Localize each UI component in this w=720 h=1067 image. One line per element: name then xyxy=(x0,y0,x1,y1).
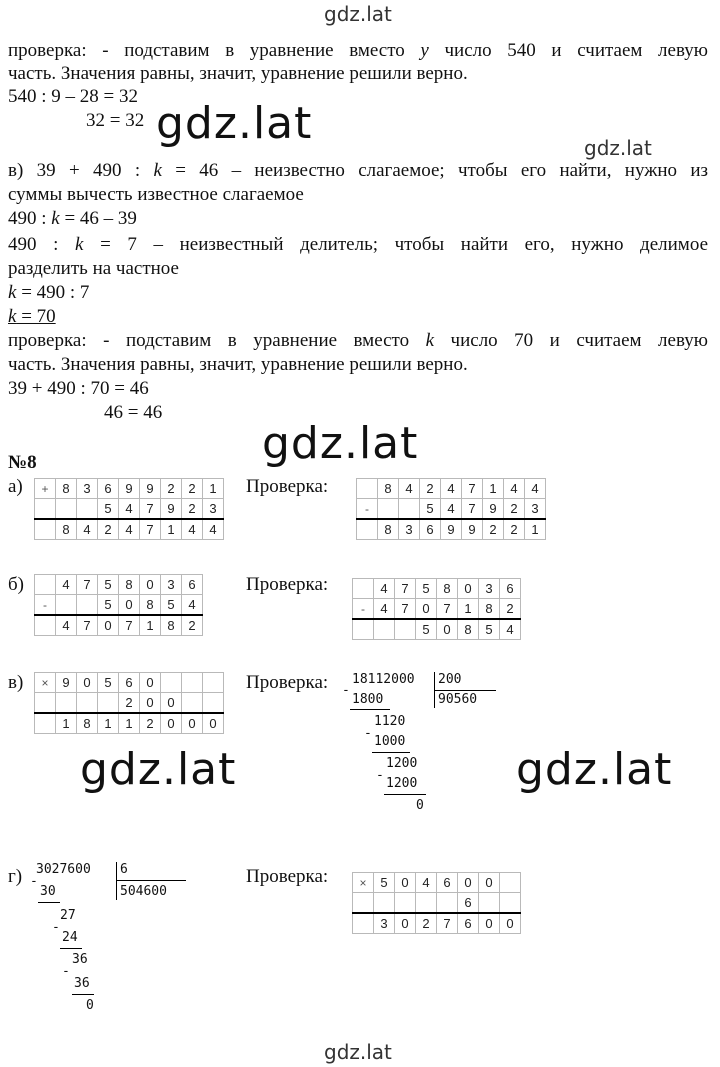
operator-cell xyxy=(357,519,378,540)
digit-cell: 7 xyxy=(140,499,161,520)
digit-cell xyxy=(56,595,77,616)
digit-cell xyxy=(479,893,500,914)
digit-cell: 5 xyxy=(416,619,437,640)
digit-cell: 2 xyxy=(182,499,203,520)
digit-cell: 4 xyxy=(56,575,77,595)
digit-cell xyxy=(56,693,77,714)
grid-row xyxy=(353,913,521,934)
digit-cell: 2 xyxy=(416,913,437,934)
digit-cell xyxy=(203,693,224,714)
watermark-big-1: gdz.lat xyxy=(156,98,313,149)
operator-cell: + xyxy=(35,479,56,499)
digit-cell: 0 xyxy=(161,693,182,714)
digit-cell: 4 xyxy=(441,479,462,499)
grid-row xyxy=(35,575,203,595)
digit-cell: 9 xyxy=(56,673,77,693)
answer-line: k = 70 xyxy=(8,306,56,327)
digit-cell: 9 xyxy=(119,479,140,499)
text-line: часть. Значения равны, значит, уравнение решили верно. xyxy=(8,354,468,375)
digit-cell: 3 xyxy=(161,575,182,595)
minus-sign: - xyxy=(376,768,384,783)
digit-cell xyxy=(374,893,395,914)
digit-cell: 0 xyxy=(140,575,161,595)
operator-cell: - xyxy=(35,595,56,616)
grid-a-addition xyxy=(34,478,224,540)
divisor: 200 xyxy=(438,672,462,687)
digit-cell xyxy=(56,499,77,520)
minus-sign: - xyxy=(62,964,70,979)
digit-cell: 8 xyxy=(119,575,140,595)
minus-sign: - xyxy=(364,726,372,741)
digit-cell: 0 xyxy=(182,713,203,734)
digit-cell: 6 xyxy=(458,913,479,934)
digit-cell: 7 xyxy=(77,575,98,595)
grid-row xyxy=(353,579,521,599)
check-label: Проверка: xyxy=(246,866,329,887)
equation-line: 490 : k = 46 – 39 xyxy=(8,208,137,229)
operator-cell xyxy=(35,499,56,520)
digit-cell: 6 xyxy=(98,479,119,499)
digit-cell: 4 xyxy=(374,599,395,620)
digit-cell: 1 xyxy=(140,615,161,636)
watermark-big-2: gdz.lat xyxy=(262,418,419,469)
digit-cell: 5 xyxy=(161,595,182,616)
grid-row xyxy=(35,713,224,734)
digit-cell: 1 xyxy=(119,713,140,734)
operator-cell xyxy=(353,913,374,934)
digit-cell xyxy=(437,893,458,914)
grid-row xyxy=(35,499,224,520)
text-line: 490 : k = 7 – неизвестный делитель; чтобы найти его, нужно делимое xyxy=(8,234,708,255)
division-remainder: 0 xyxy=(416,798,424,813)
grid-row xyxy=(35,693,224,714)
equation-line: 540 : 9 – 28 = 32 xyxy=(8,86,138,107)
digit-cell: 8 xyxy=(77,713,98,734)
digit-cell: 3 xyxy=(203,499,224,520)
grid-row xyxy=(353,873,521,893)
grid-row xyxy=(357,519,546,540)
digit-cell xyxy=(203,673,224,693)
division-step: 24 xyxy=(62,930,78,945)
digit-cell: 3 xyxy=(399,519,420,540)
digit-cell: 8 xyxy=(161,615,182,636)
digit-cell: 0 xyxy=(458,873,479,893)
operator-cell xyxy=(357,479,378,499)
digit-cell xyxy=(500,873,521,893)
digit-cell: 1 xyxy=(56,713,77,734)
text-line: разделить на частное xyxy=(8,258,179,279)
grid-row xyxy=(35,519,224,540)
digit-cell: 8 xyxy=(437,579,458,599)
digit-cell: 8 xyxy=(56,479,77,499)
digit-cell: 2 xyxy=(119,693,140,714)
digit-cell xyxy=(77,595,98,616)
dividend: 3027600 xyxy=(36,862,91,877)
operator-cell: - xyxy=(353,599,374,620)
watermark-right: gdz.lat xyxy=(584,136,652,160)
digit-cell: 4 xyxy=(504,479,525,499)
digit-cell: 4 xyxy=(182,595,203,616)
operator-cell xyxy=(35,693,56,714)
equation-line: 39 + 490 : 70 = 46 xyxy=(8,378,149,399)
digit-cell: 7 xyxy=(462,499,483,520)
digit-cell: 0 xyxy=(395,913,416,934)
operator-cell: × xyxy=(35,673,56,693)
digit-cell: 2 xyxy=(504,519,525,540)
digit-cell xyxy=(395,893,416,914)
division-step: 1200 xyxy=(386,756,418,771)
digit-cell: 8 xyxy=(378,519,399,540)
digit-cell: 4 xyxy=(525,479,546,499)
operator-cell: - xyxy=(357,499,378,520)
digit-cell: 2 xyxy=(140,713,161,734)
equation-line: 32 = 32 xyxy=(86,110,145,131)
digit-cell: 0 xyxy=(161,713,182,734)
digit-cell: 0 xyxy=(77,673,98,693)
grid-row xyxy=(357,479,546,499)
division-step: 1800 xyxy=(352,692,384,707)
digit-cell: 0 xyxy=(479,873,500,893)
watermark-top: gdz.lat xyxy=(324,2,392,26)
digit-cell: 5 xyxy=(98,673,119,693)
operator-cell xyxy=(35,615,56,636)
digit-cell: 8 xyxy=(378,479,399,499)
digit-cell: 7 xyxy=(395,579,416,599)
digit-cell: 8 xyxy=(458,619,479,640)
operator-cell xyxy=(35,713,56,734)
digit-cell xyxy=(395,619,416,640)
digit-cell xyxy=(77,693,98,714)
division-step: 1000 xyxy=(374,734,406,749)
check-label: Проверка: xyxy=(246,672,329,693)
grid-row xyxy=(353,619,521,640)
digit-cell: 5 xyxy=(416,579,437,599)
digit-cell: 4 xyxy=(416,873,437,893)
digit-cell: 4 xyxy=(119,499,140,520)
digit-cell: 6 xyxy=(437,873,458,893)
digit-cell: 4 xyxy=(119,519,140,540)
digit-cell: 2 xyxy=(182,615,203,636)
digit-cell: 0 xyxy=(98,615,119,636)
item-label-g: г) xyxy=(8,866,23,887)
digit-cell: 5 xyxy=(98,595,119,616)
equation-line: 46 = 46 xyxy=(104,402,163,423)
grid-a-check xyxy=(356,478,546,540)
check-label: Проверка: xyxy=(246,476,329,497)
digit-cell: 8 xyxy=(56,519,77,540)
digit-cell: 5 xyxy=(374,873,395,893)
digit-cell: 4 xyxy=(374,579,395,599)
division-step: 30 xyxy=(40,884,56,899)
task-number: №8 xyxy=(8,452,37,473)
digit-cell: 3 xyxy=(525,499,546,520)
division-step: 27 xyxy=(60,908,76,923)
divisor: 6 xyxy=(120,862,128,877)
grid-row xyxy=(35,595,203,616)
text-line: суммы вычесть известное слагаемое xyxy=(8,184,304,205)
equation-line: k = 490 : 7 xyxy=(8,282,90,303)
digit-cell: 0 xyxy=(458,579,479,599)
grid-b-check xyxy=(352,578,521,640)
digit-cell: 4 xyxy=(399,479,420,499)
digit-cell: 1 xyxy=(483,479,504,499)
digit-cell: 7 xyxy=(437,913,458,934)
digit-cell: 7 xyxy=(395,599,416,620)
digit-cell: 0 xyxy=(395,873,416,893)
digit-cell: 5 xyxy=(479,619,500,640)
digit-cell xyxy=(161,673,182,693)
dividend: 18112000 xyxy=(352,672,415,687)
digit-cell: 8 xyxy=(479,599,500,620)
division-step: 36 xyxy=(74,976,90,991)
long-division-g xyxy=(30,862,200,1022)
watermark-big-4: gdz.lat xyxy=(516,744,673,795)
digit-cell: 6 xyxy=(119,673,140,693)
digit-cell: 3 xyxy=(479,579,500,599)
digit-cell: 9 xyxy=(161,499,182,520)
digit-cell: 1 xyxy=(458,599,479,620)
digit-cell: 2 xyxy=(420,479,441,499)
operator-cell xyxy=(353,619,374,640)
digit-cell: 5 xyxy=(98,575,119,595)
digit-cell: 0 xyxy=(416,599,437,620)
grid-row xyxy=(353,893,521,914)
grid-row xyxy=(35,479,224,499)
quotient: 504600 xyxy=(120,884,167,899)
digit-cell: 6 xyxy=(182,575,203,595)
digit-cell: 0 xyxy=(500,913,521,934)
digit-cell: 4 xyxy=(56,615,77,636)
digit-cell xyxy=(416,893,437,914)
digit-cell: 0 xyxy=(479,913,500,934)
digit-cell: 7 xyxy=(437,599,458,620)
digit-cell: 6 xyxy=(420,519,441,540)
digit-cell xyxy=(77,499,98,520)
digit-cell: 6 xyxy=(500,579,521,599)
grid-b-subtraction xyxy=(34,574,203,636)
digit-cell: 4 xyxy=(441,499,462,520)
text-line: часть. Значения равны, значит, уравнение решили верно. xyxy=(8,63,468,84)
digit-cell xyxy=(399,499,420,520)
minus-sign: - xyxy=(342,683,350,698)
digit-cell: 4 xyxy=(203,519,224,540)
digit-cell: 2 xyxy=(504,499,525,520)
digit-cell xyxy=(182,693,203,714)
digit-cell: 4 xyxy=(182,519,203,540)
text-line: проверка: - подставим в уравнение вместо y число 540 и считаем левую xyxy=(8,40,708,61)
digit-cell: 2 xyxy=(161,479,182,499)
digit-cell: 7 xyxy=(140,519,161,540)
operator-cell xyxy=(353,893,374,914)
digit-cell: 7 xyxy=(462,479,483,499)
digit-cell: 5 xyxy=(420,499,441,520)
division-step: 1200 xyxy=(386,776,418,791)
text-line: в) 39 + 490 : k = 46 – неизвестно слагаемое; чтобы его найти, нужно из xyxy=(8,160,708,181)
digit-cell: 5 xyxy=(98,499,119,520)
digit-cell: 3 xyxy=(374,913,395,934)
digit-cell: 0 xyxy=(437,619,458,640)
digit-cell: 6 xyxy=(458,893,479,914)
digit-cell: 1 xyxy=(98,713,119,734)
minus-sign: - xyxy=(30,874,38,889)
grid-g-check xyxy=(352,872,521,934)
digit-cell: 1 xyxy=(525,519,546,540)
division-step: 1120 xyxy=(374,714,406,729)
grid-row xyxy=(353,599,521,620)
digit-cell xyxy=(98,693,119,714)
digit-cell: 2 xyxy=(483,519,504,540)
operator-cell xyxy=(353,579,374,599)
item-label-b: б) xyxy=(8,574,24,595)
digit-cell: 0 xyxy=(140,673,161,693)
digit-cell: 9 xyxy=(140,479,161,499)
digit-cell: 0 xyxy=(140,693,161,714)
watermark-bottom: gdz.lat xyxy=(324,1040,392,1064)
digit-cell: 9 xyxy=(462,519,483,540)
division-step: 36 xyxy=(72,952,88,967)
digit-cell: 4 xyxy=(500,619,521,640)
operator-cell xyxy=(35,519,56,540)
operator-cell xyxy=(35,575,56,595)
digit-cell: 2 xyxy=(182,479,203,499)
digit-cell xyxy=(378,499,399,520)
digit-cell: 8 xyxy=(140,595,161,616)
item-label-v: в) xyxy=(8,672,24,693)
digit-cell: 4 xyxy=(77,519,98,540)
long-division-v xyxy=(336,672,506,822)
digit-cell: 3 xyxy=(77,479,98,499)
minus-sign: - xyxy=(52,920,60,935)
digit-cell: 1 xyxy=(203,479,224,499)
operator-cell: × xyxy=(353,873,374,893)
digit-cell: 2 xyxy=(500,599,521,620)
check-label: Проверка: xyxy=(246,574,329,595)
grid-row xyxy=(357,499,546,520)
digit-cell xyxy=(374,619,395,640)
digit-cell: 0 xyxy=(119,595,140,616)
digit-cell: 9 xyxy=(483,499,504,520)
digit-cell: 7 xyxy=(77,615,98,636)
division-remainder: 0 xyxy=(86,998,94,1013)
digit-cell: 9 xyxy=(441,519,462,540)
digit-cell: 0 xyxy=(203,713,224,734)
item-label-a: а) xyxy=(8,476,23,497)
watermark-big-3: gdz.lat xyxy=(80,744,237,795)
digit-cell: 7 xyxy=(119,615,140,636)
grid-v-multiplication xyxy=(34,672,224,734)
digit-cell: 2 xyxy=(98,519,119,540)
grid-row xyxy=(35,673,224,693)
digit-cell xyxy=(182,673,203,693)
text-line: проверка: - подставим в уравнение вместо k число 70 и считаем левую xyxy=(8,330,708,351)
quotient: 90560 xyxy=(438,692,478,707)
digit-cell xyxy=(500,893,521,914)
grid-row xyxy=(35,615,203,636)
digit-cell: 1 xyxy=(161,519,182,540)
